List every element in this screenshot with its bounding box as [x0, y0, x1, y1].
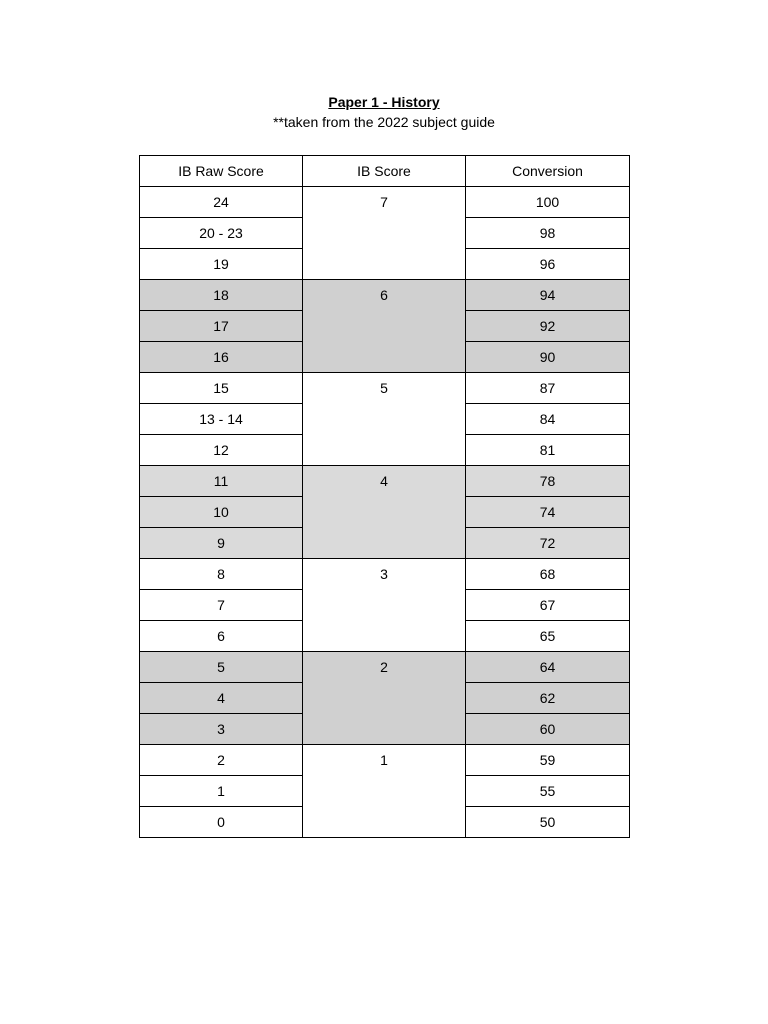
table-row [140, 280, 630, 311]
raw-score-cell: 16 [140, 342, 303, 373]
conversion-cell: 64 [466, 652, 630, 683]
conversion-cell: 72 [466, 528, 630, 559]
score-conversion-table [139, 155, 630, 838]
raw-score-cell: 19 [140, 249, 303, 280]
conversion-cell: 81 [466, 435, 630, 466]
table-row [140, 466, 630, 497]
raw-score-cell: 7 [140, 590, 303, 621]
conversion-cell: 60 [466, 714, 630, 745]
conversion-cell: 50 [466, 807, 630, 838]
table-row [140, 745, 630, 776]
conversion-cell: 98 [466, 218, 630, 249]
raw-score-cell: 0 [140, 807, 303, 838]
raw-score-cell: 15 [140, 373, 303, 404]
raw-score-cell: 18 [140, 280, 303, 311]
conversion-cell: 65 [466, 621, 630, 652]
conversion-cell: 87 [466, 373, 630, 404]
raw-score-cell: 12 [140, 435, 303, 466]
raw-score-cell: 17 [140, 311, 303, 342]
header-ib-score: IB Score [303, 156, 466, 187]
table-row [140, 373, 630, 404]
raw-score-cell: 3 [140, 714, 303, 745]
conversion-cell: 68 [466, 559, 630, 590]
conversion-cell: 84 [466, 404, 630, 435]
raw-score-cell: 20 - 23 [140, 218, 303, 249]
conversion-cell: 62 [466, 683, 630, 714]
header-raw-score: IB Raw Score [140, 156, 303, 187]
conversion-cell: 55 [466, 776, 630, 807]
conversion-cell: 59 [466, 745, 630, 776]
conversion-cell: 100 [466, 187, 630, 218]
page-subtitle: **taken from the 2022 subject guide [273, 114, 495, 130]
conversion-cell: 74 [466, 497, 630, 528]
raw-score-cell: 6 [140, 621, 303, 652]
raw-score-cell: 5 [140, 652, 303, 683]
ib-score-cell: 2 [303, 652, 466, 745]
conversion-cell: 78 [466, 466, 630, 497]
raw-score-cell: 2 [140, 745, 303, 776]
ib-score-cell: 7 [303, 187, 466, 280]
raw-score-cell: 8 [140, 559, 303, 590]
raw-score-cell: 13 - 14 [140, 404, 303, 435]
raw-score-cell: 11 [140, 466, 303, 497]
conversion-cell: 90 [466, 342, 630, 373]
raw-score-cell: 1 [140, 776, 303, 807]
ib-score-cell: 3 [303, 559, 466, 652]
conversion-cell: 67 [466, 590, 630, 621]
conversion-cell: 92 [466, 311, 630, 342]
table-row [140, 187, 630, 218]
ib-score-cell: 4 [303, 466, 466, 559]
page-title: Paper 1 - History [328, 94, 440, 110]
ib-score-cell: 5 [303, 373, 466, 466]
table-row [140, 652, 630, 683]
raw-score-cell: 10 [140, 497, 303, 528]
table-row [140, 559, 630, 590]
ib-score-cell: 1 [303, 745, 466, 838]
ib-score-cell: 6 [303, 280, 466, 373]
raw-score-cell: 9 [140, 528, 303, 559]
conversion-cell: 96 [466, 249, 630, 280]
header-conversion: Conversion [466, 156, 630, 187]
conversion-cell: 94 [466, 280, 630, 311]
table-header-row [140, 156, 630, 187]
raw-score-cell: 24 [140, 187, 303, 218]
raw-score-cell: 4 [140, 683, 303, 714]
